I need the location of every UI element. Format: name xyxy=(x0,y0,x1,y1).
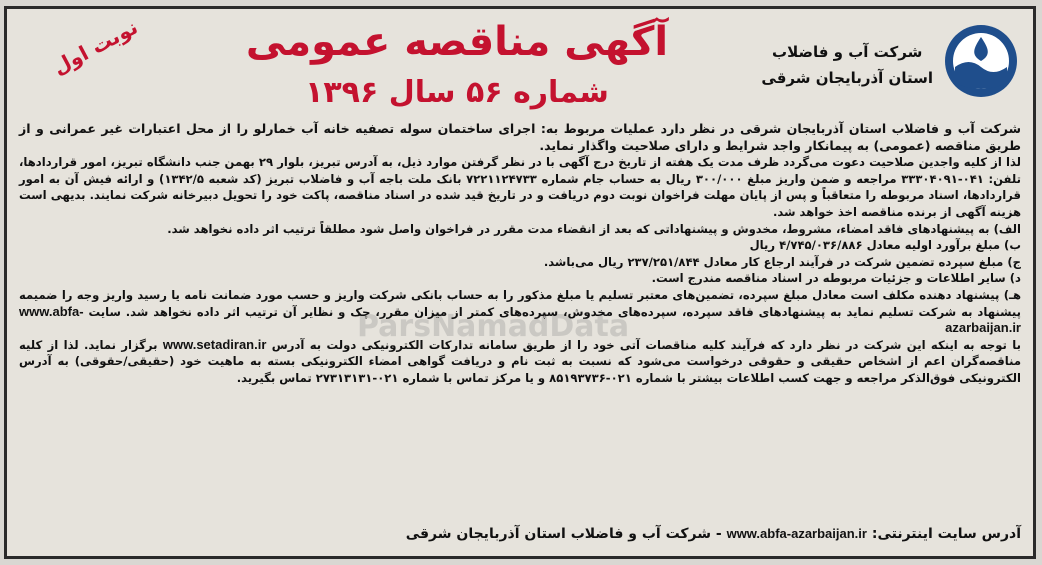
setad-text-a: با توجه به اینکه این شرکت در نظر دارد که فرآیند کلیه مناقصات آتی خود را از طریق سامانه تدارکات الکترونیکی دولت به آدرس xyxy=(271,337,1021,352)
notice-footer xyxy=(19,526,1021,542)
intro-paragraph: شرکت آب و فاضلاب استان آذربایجان شرقی در نظر دارد عملیات مربوط به: اجرای ساختمان سوله تصفیه خانه آب خمارلو را از محل اعتبارات غیر عمرانی و از طریق مناقصه (عمومی) به پیمانکار واجد شرایط و دارای صلاحیت واگذار نماید. xyxy=(19,121,1021,153)
invitation-paragraph: لذا از کلیه واجدین صلاحیت دعوت می‌گردد ظرف مدت یک هفته از تاریخ درج آگهی با در نظر گرفتن موارد ذیل، به آدرس تبریز، بلوار ۲۹ بهمن جنب دانشگاه تبریز، امور قراردادها، تلفن: ۰۴۱-۳۳۳۰۴۰۹۱ مراجعه و ضمن واریز مبلغ ۳۰۰/۰۰۰ ریال به حساب جام شماره ۷۲۲۱۱۲۴۷۳۳ بانک ملت باجه آب و فاضلاب تبریز (کد شعبه ۱۳۴۲/۵) و ارائه فیش آن به امور قراردادها، اسناد مربوطه را متعاقباً و پس از پایان مهلت فراخوان نوبت دوم دریافت و در تاریخ قید شده در اسناد مناقصه، پاکت خود را تحویل دبیرخانه شرکت نمایند. بدیهی است هزینه آگهی از برنده مناقصه اخذ خواهد شد. xyxy=(19,155,1021,219)
setad-text-b: برگزار نماید. لذا از کلیه مناقصه‌گران اعم از اشخاص حقیقی و حقوقی درخواست می‌شود که نسبت به ثبت نام و دریافت گواهی امضاء الکترونیکی بسته به ماهیت خود (حقیقی/حقوقی) به آدرس الکترونیکی فوق‌الذکر مراجعه و جهت کسب اطلاعات بیشتر با شماره ۰۲۱-۸۵۱۹۳۷۳۶ و یا مرکز تماس با شماره ۰۲۱-۲۷۳۱۳۱۳۱ تماس بگیرید. xyxy=(19,337,1021,385)
company-line-1: شرکت آب و فاضلاب xyxy=(772,43,923,61)
clause-dal: د) سایر اطلاعات و جزئیات مربوطه در اسناد مناقصه مندرج است. xyxy=(651,271,1021,286)
footer-website-link[interactable]: www.abfa-azarbaijan.ir xyxy=(726,526,867,541)
clause-alef: الف) به پیشنهادهای فاقد امضاء، مشروط، مخدوش و پیشنهاداتی که بعد از انقضاء مدت مقرر در فراخوان واصل شود مطلقاً ترتیب اثر داده نخواهد شد. xyxy=(167,221,1021,236)
notice-title: آگهی مناقصه عمومی xyxy=(245,19,669,65)
notice-header xyxy=(7,9,1033,119)
clause-he-text: هـ) پیشنهاد دهنده مکلف است معادل مبلغ سپرده، تضمین‌های معتبر تسلیم یا مبلغ مذکور را به حساب بانکی شرکت واریز و حسب مورد ضمانت نامه یا رسید واریز وجه را ضمیمه پیشنهاد به شرکت تسلیم نماید به پیشنهادهای فاقد سپرده، سپرده‌های مخدوش، سپرده‌های کمتر از میزان مقرر، چک و نظایر آن ترتیب اثر داده نخواهد شد. سایت xyxy=(19,287,1021,319)
round-stamp: نوبت اول xyxy=(48,14,142,80)
footer-label: آدرس سایت اینترنتی: xyxy=(871,526,1021,542)
tender-notice xyxy=(4,6,1036,559)
clause-jim: ج) مبلغ سپرده تضمین شرکت در فرآیند ارجاع کار معادل ۲۳۷/۲۵۱/۸۴۴ ریال می‌باشد. xyxy=(543,254,1021,269)
footer-company: - شرکت آب و فاضلاب استان آذربایجان شرقی xyxy=(405,526,722,542)
company-name xyxy=(761,39,933,91)
clause-be: ب) مبلغ برآورد اولیه معادل ۴/۷۴۵/۰۳۶/۸۸۶ ریال xyxy=(749,238,1021,253)
watermark: ParsNamadData xyxy=(357,309,630,344)
clause-he xyxy=(19,287,1021,337)
setad-paragraph xyxy=(19,337,1021,387)
water-drop-logo-icon xyxy=(943,23,1019,99)
notice-number: شماره ۵۶ سال ۱۳۹۶ xyxy=(305,75,609,110)
notice-body xyxy=(19,121,1021,387)
company-line-2: استان آذربایجان شرقی xyxy=(761,69,933,87)
abfa-website-link[interactable]: www.abfa-azarbaijan.ir xyxy=(19,303,1021,336)
setad-website-link[interactable]: www.setadiran.ir xyxy=(162,336,267,352)
